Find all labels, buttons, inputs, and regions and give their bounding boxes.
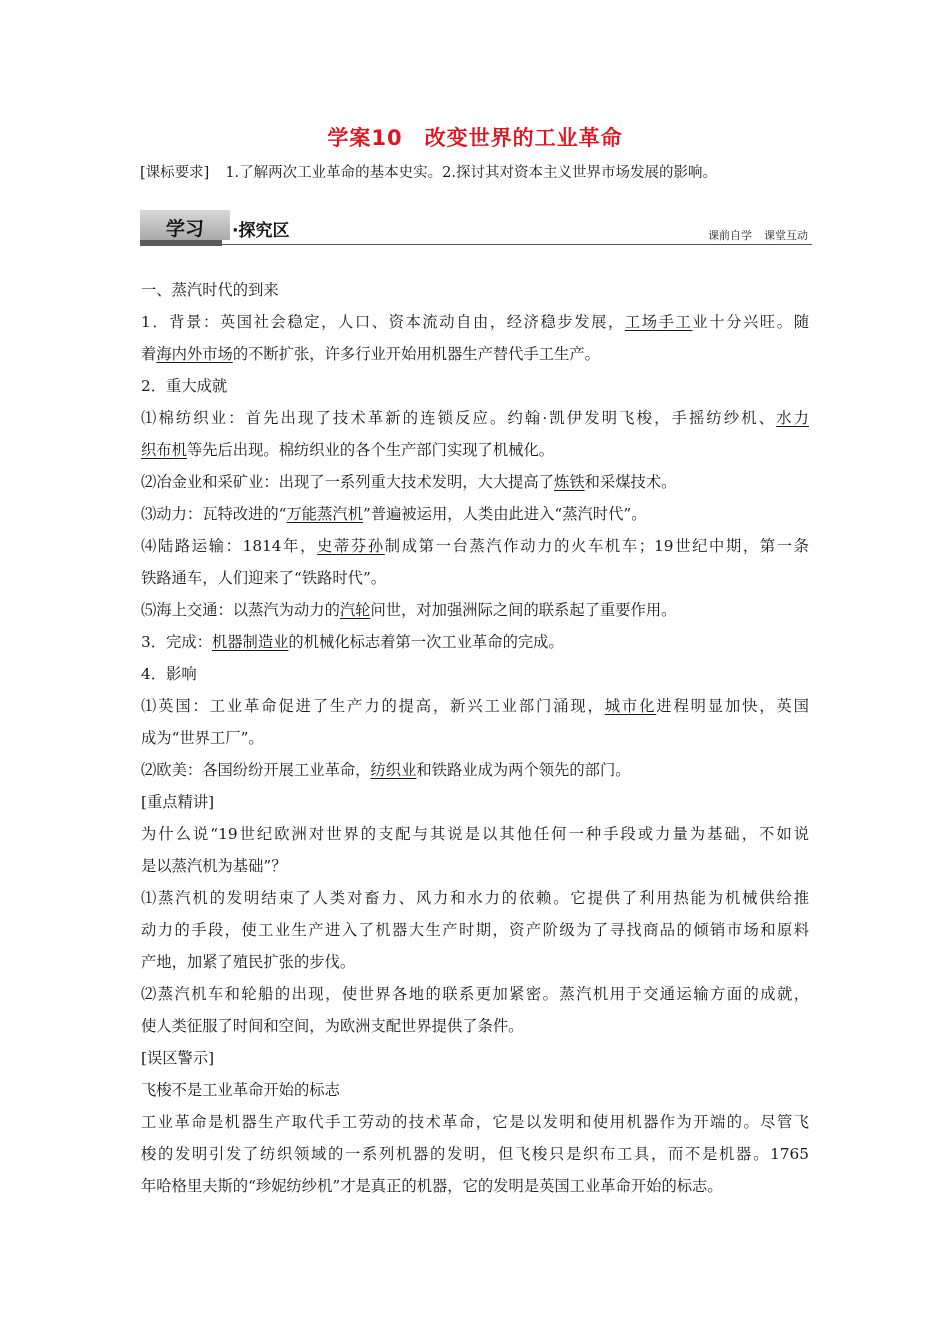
paragraph-line: 梭的发明引发了纺织领域的一系列机器的发明，但飞梭只是织布工具，而不是机器。1765 (141, 1145, 809, 1163)
requirement-label: [课标要求] (140, 165, 210, 181)
paragraph-line: 着海内外市场的不断扩张，许多行业开始用机器生产替代手工生产。 (141, 345, 600, 363)
requirement-text: 1.了解两次工业革命的基本史实。2.探讨其对资本主义世界市场发展的影响。 (225, 165, 717, 181)
paragraph-line: 飞梭不是工业革命开始的标志 (141, 1081, 340, 1099)
section-heading: 一、蒸汽时代的到来 (141, 281, 279, 299)
box-label: [重点精讲] (141, 793, 215, 811)
paragraph-line: 动力的手段，使工业生产进入了机器大生产时期，资产阶级为了寻找商品的倾销市场和原料 (141, 921, 809, 939)
curriculum-requirement (140, 161, 717, 182)
page-title (0, 122, 950, 152)
subheading: 2．重大成就 (141, 377, 228, 395)
key-term: 城市化 (604, 697, 657, 715)
paragraph-line: 工业革命是机器生产取代手工劳动的技术革命，它是以发明和使用机器作为开端的。尽管飞 (141, 1113, 809, 1131)
section-banner (140, 206, 812, 246)
banner-rule (222, 244, 812, 245)
banner-tags (708, 227, 808, 243)
key-term: 万能蒸汽机 (286, 505, 363, 523)
paragraph-line: 成为“世界工厂”。 (141, 729, 264, 747)
banner-explore-label: ·探究区 (232, 221, 290, 241)
paragraph-line: ⑴英国：工业革命促进了生产力的提高，新兴工业部门涌现，城市化进程明显加快，英国 (141, 697, 809, 715)
paragraph-line: ⑶动力：瓦特改进的“万能蒸汽机”普遍被运用，人类由此进入“蒸汽时代”。 (141, 505, 647, 523)
box-label: [误区警示] (141, 1049, 215, 1067)
paragraph-line: ⑵蒸汽机车和轮船的出现，使世界各地的联系更加紧密。蒸汽机用于交通运输方面的成就， (141, 985, 809, 1003)
key-term: 史蒂芬孙 (317, 537, 385, 555)
key-term: 机器制造业 (211, 633, 289, 651)
paragraph-line: 3．完成：机器制造业的机械化标志着第一次工业革命的完成。 (141, 633, 564, 651)
paragraph-line: ⑸海上交通：以蒸汽为动力的汽轮问世，对加强洲际之间的联系起了重要作用。 (141, 601, 677, 619)
banner-tag-preview: 课前自学 (708, 229, 752, 242)
paragraph-line: ⑴蒸汽机的发明结束了人类对畜力、风力和水力的依赖。它提供了利用热能为机械供给推 (141, 889, 809, 907)
subheading: 4．影响 (141, 665, 197, 683)
key-term: 工场手工 (624, 313, 693, 331)
lesson-number: 学案10 (327, 126, 403, 150)
key-term: 海内外市场 (156, 345, 233, 363)
paragraph-line: 使人类征服了时间和空间，为欧洲支配世界提供了条件。 (141, 1017, 524, 1035)
paragraph-line: ⑵冶金业和采矿业：出现了一系列重大技术发明，大大提高了炼铁和采煤技术。 (141, 473, 677, 491)
paragraph-line: ⑵欧美：各国纷纷开展工业革命，纺织业和铁路业成为两个领先的部门。 (141, 761, 631, 779)
paragraph-line: 铁路通车，人们迎来了“铁路时代”。 (141, 569, 387, 587)
key-term: 水力 (776, 409, 809, 427)
paragraph-line: 年哈格里夫斯的“珍妮纺纱机”才是真正的机器，它的发明是英国工业革命开始的标志。 (141, 1177, 723, 1195)
paragraph-line: ⑷陆路运输：1814年，史蒂芬孙制成第一台蒸汽作动力的火车机车；19世纪中期，第一条 (141, 537, 809, 555)
paragraph-line: 为什么说“19世纪欧洲对世界的支配与其说是以其他任何一种手段或力量为基础，不如说 (141, 825, 809, 843)
banner-study-label: 学习 (166, 218, 205, 240)
paragraph-line: 织布机等先后出现。棉纺织业的各个生产部门实现了机械化。 (141, 441, 555, 459)
paragraph-line: 产地，加紧了殖民扩张的步伐。 (141, 953, 356, 971)
key-term: 织布机 (141, 441, 187, 459)
key-term: 炼铁 (554, 473, 585, 491)
paragraph-line: 1．背景：英国社会稳定，人口、资本流动自由，经济稳步发展，工场手工业十分兴旺。随 (141, 313, 809, 331)
key-term: 纺织业 (370, 761, 417, 779)
paragraph-line: ⑴棉纺织业：首先出现了技术革新的连锁反应。约翰·凯伊发明飞梭，手摇纺纱机、水力 (141, 409, 809, 427)
key-term: 汽轮 (339, 601, 371, 619)
paragraph-line: 是以蒸汽机为基础”？ (141, 857, 287, 875)
banner-tag-interaction: 课堂互动 (764, 229, 808, 242)
lesson-title: 改变世界的工业革命 (424, 126, 623, 150)
